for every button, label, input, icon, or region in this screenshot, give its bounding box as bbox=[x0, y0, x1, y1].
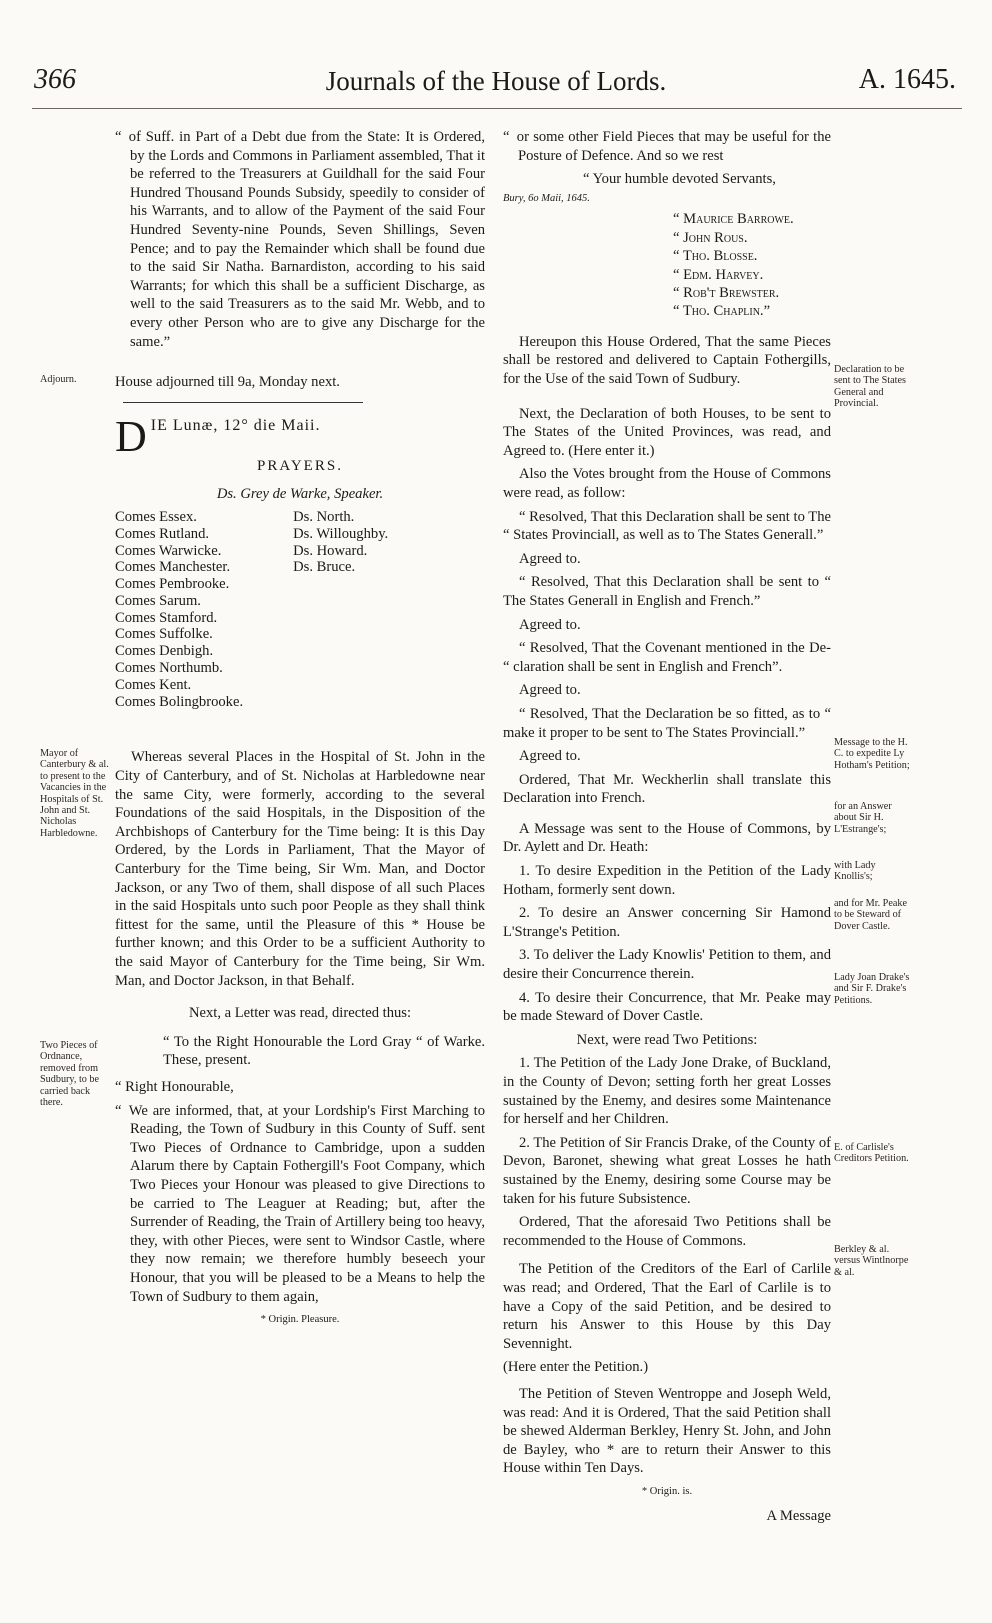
sitting-date bbox=[115, 411, 485, 461]
recommend-order: Ordered, That the aforesaid Two Petitions shall be recommended to the House of Commons. bbox=[503, 1214, 831, 1249]
letter-continuation bbox=[503, 128, 831, 165]
catchword: A Message bbox=[766, 1508, 831, 1525]
agreed: Agreed to. bbox=[519, 550, 581, 567]
header-rule bbox=[32, 108, 962, 109]
margin-note-ordnance: Two Pieces of Ordnance, removed from Sudbury, to be carried back there. bbox=[40, 1040, 100, 1109]
right-column bbox=[503, 128, 831, 1526]
footnote: * Origin. is. bbox=[641, 1485, 693, 1497]
message-item: 3. To deliver the Lady Knowlis' Petition to them, and desire their Concurrence therein. bbox=[503, 947, 831, 983]
margin-note-mayor: Mayor of Canterbury & al. to present to the Vacancies in the Hospitals of St. John and St. Nicholas Harbledowne. bbox=[40, 748, 109, 839]
letter-paragraph: “ We are informed, that, at your Lordship's First Marching to Reading, the Town of Sudbury in this County of Suff. sent Two Pieces of Ordnance to Cambridge, upon a sudden Alarum there by Captain Fothergill's Foot Company, which Two Pieces your Honour was pleased to give Directions to be carried to The Leaguer at Reading; but, after the Surrender of Reading, the Train of Artillery being too heavy, they, with other Pieces, were sent to Windsor Castle, where they now remain; we therefore humbly beseech your Honour, that you will be pleased to be a Means to help the Town of Sudbury to them again, bbox=[115, 1102, 485, 1307]
attendance-list bbox=[115, 509, 485, 711]
footnote: * Origin. Pleasure. bbox=[260, 1314, 340, 1326]
margin-note-declaration: Declaration to be sent to The States General and Provincial. bbox=[834, 364, 906, 410]
earl: Comes Denbigh. bbox=[115, 643, 214, 660]
adjournment: House adjourned till 9a, Monday next. bbox=[115, 374, 340, 391]
earl: Comes Essex. bbox=[115, 508, 197, 525]
drop-cap: D bbox=[115, 411, 148, 461]
message-intro: A Message was sent to the House of Commons, by Dr. Aylett and Dr. Heath: bbox=[503, 820, 831, 856]
agreed: Agreed to. bbox=[519, 682, 581, 699]
signatories bbox=[673, 210, 831, 320]
pieces-order: Hereupon this House Ordered, That the same Pieces shall be restored and delivered to Captain Fothergills, for the Use of the said Town of Sudbury. bbox=[503, 333, 831, 387]
margin-note-adjourn: Adjourn. bbox=[40, 374, 77, 385]
weckherlin-order: Ordered, That Mr. Weckherlin shall translate this Declaration into French. bbox=[503, 771, 831, 807]
message-item: 4. To desire their Concurrence, that Mr. Peake may be made Steward of Dover Castle. bbox=[503, 989, 831, 1025]
letter-cont-text: “ or some other Field Pieces that may be useful for the Posture of Defence. And so we rest bbox=[503, 128, 831, 165]
petition: 2. The Petition of Sir Francis Drake, of the County of Devon, Baronet, shewing what great Losses he hath sustained by the Enemy, desiring some Course may be taken for his future Subsistence. bbox=[503, 1134, 831, 1207]
margin-note-knollis: with Lady Knollis's; bbox=[834, 860, 876, 883]
date-line: IE Lunæ, 12° die Maii. bbox=[150, 416, 321, 434]
message-item: 2. To desire an Answer concerning Sir Hamond L'Strange's Petition. bbox=[503, 905, 831, 940]
earl: Comes Sarum. bbox=[115, 592, 201, 609]
place-date: Bury, 6o Maii, 1645. bbox=[503, 192, 590, 204]
left-column bbox=[115, 128, 485, 1336]
signatory: “ Tho. Chaplin.” bbox=[673, 303, 771, 320]
letter-address: “ To the Right Honourable the Lord Gray “ of Warke. These, present. bbox=[163, 1033, 485, 1069]
letter-intro: Next, a Letter was read, directed thus: bbox=[188, 1005, 412, 1022]
earl: Comes Warwicke. bbox=[115, 542, 222, 559]
page-number: 366 bbox=[34, 64, 76, 95]
signatory: “ John Rous. bbox=[673, 229, 748, 246]
declaration-read: Next, the Declaration of both Houses, to be sent to The States of the United Provinces, was read, and Agreed to. (Here enter it.) bbox=[503, 405, 831, 459]
resolution: “ Resolved, That this Declaration shall be sent to The “ States Provinciall, as well as to The States Generall.” bbox=[503, 508, 831, 544]
signatory: “ Maurice Barrowe. bbox=[673, 211, 794, 228]
signatory: “ Tho. Blosse. bbox=[673, 248, 758, 265]
earl: Comes Pembrooke. bbox=[115, 576, 230, 593]
speaker-line: Ds. Grey de Warke, Speaker. bbox=[216, 486, 384, 503]
signatory: “ Rob't Brewster. bbox=[673, 285, 780, 301]
votes-intro: Also the Votes brought from the House of Commons were read, as follow: bbox=[503, 466, 831, 501]
message-item: 1. To desire Expedition in the Petition of the Lady Hotham, formerly sent down. bbox=[503, 863, 831, 898]
barons-list bbox=[293, 509, 388, 711]
margin-note-carlisle: E. of Carlisle's Creditors Petition. bbox=[834, 1142, 909, 1165]
earls-list bbox=[115, 509, 243, 711]
section-rule bbox=[123, 402, 363, 403]
earl: Comes Rutland. bbox=[115, 525, 210, 542]
letter-closing: “ Your humble devoted Servants, bbox=[583, 171, 776, 188]
prayers-heading: PRAYERS. bbox=[257, 457, 343, 474]
year: A. 1645. bbox=[858, 64, 956, 95]
resolution: “ Resolved, That the Covenant mentioned in the De- “ claration shall be sent in English and French”. bbox=[503, 640, 831, 675]
earl: Comes Bolingbrooke. bbox=[115, 693, 244, 710]
resolution: “ Resolved, That this Declaration shall be sent to “ The States Generall in English and French.” bbox=[503, 574, 831, 609]
margin-note-drake: Lady Joan Drake's and Sir F. Drake's Petitions. bbox=[834, 972, 910, 1006]
petitions-intro: Next, were read Two Petitions: bbox=[576, 1031, 758, 1048]
page-header bbox=[0, 64, 992, 100]
agreed: Agreed to. bbox=[519, 748, 581, 765]
earl: Comes Suffolke. bbox=[115, 626, 213, 643]
carlisle-petition: The Petition of the Creditors of the Earl of Carlile was read; and Ordered, That the Earl of Carlile is to have a Copy of the said Petition, and be desired to return his Answer to this House by this Day Sevennight. bbox=[503, 1261, 831, 1352]
margin-note-peake: and for Mr. Peake to be Steward of Dover Castle. bbox=[834, 898, 907, 932]
earl: Comes Kent. bbox=[115, 676, 192, 693]
margin-note-message: Message to the H. C. to expedite Ly Hotham's Petition; bbox=[834, 737, 910, 771]
baron: Ds. Bruce. bbox=[293, 559, 356, 576]
ordinance-quote bbox=[115, 128, 485, 351]
signatory: “ Edm. Harvey. bbox=[673, 266, 764, 283]
ordinance-text: “ of Suff. in Part of a Debt due from the State: It is Ordered, by the Lords and Commons in Parliament assembled, That it be referred to the Treasurers at Guildhall for the said Four Hundred Thousand Pounds Subsidy, speedily to consider of his Warrants, and to allow of the Payment of the said Four Hundred Seventy-nine Pounds, Seven Shillings, Seven Pence; and to pay the Remainder which shall be found due to the said Sir Natha. Barnardiston, according to his said Warrants; for which this shall be a sufficient Discharge, as well to the said Treasurers as to the said Mr. Webb, and to every other Person who are to give any Discharge for the same.” bbox=[115, 128, 485, 351]
baron: Ds. North. bbox=[293, 508, 355, 525]
wentroppe-petition: The Petition of Steven Wentroppe and Joseph Weld, was read: And it is Ordered, That the said Petition shall be shewed Alderman Berkley, Henry St. John, and John de Bayley, who * are to return their Answer to this House within Ten Days. bbox=[503, 1385, 831, 1477]
letter-salutation: “ Right Honourable, bbox=[115, 1078, 234, 1095]
earl: Comes Manchester. bbox=[115, 559, 231, 576]
baron: Ds. Howard. bbox=[293, 542, 368, 559]
hospital-order: Whereas several Places in the Hospital of St. John in the City of Canterbury, and of St. Nicholas at Harbledowne near the same City, were formerly, according to the several Foundations of the said Hospitals, in the Disposition of the Archbishops of Canterbury for the Time being: It is this Day Ordered, by the Lords in Parliament, That the Mayor of Canterbury for the Time being, Sir Wm. Man, and Doctor Jackson, or any Two of them, shall dispose of all such Places in the said Hospitals unto such poor People as they shall think fittest for the same, until the Pleasure of this * House be further known; and this Order to be a sufficient Authority to the said Mayor of Canterbury for the Time being, Sir Wm. Man, and Doctor Jackson, in that Behalf. bbox=[115, 749, 485, 989]
resolution: “ Resolved, That the Declaration be so fitted, as to “ make it proper to be sent to The States Provinciall.” bbox=[503, 705, 831, 741]
baron: Ds. Willoughby. bbox=[293, 525, 389, 542]
carlisle-enter: (Here enter the Petition.) bbox=[503, 1359, 649, 1376]
running-title: Journals of the House of Lords. bbox=[325, 66, 667, 96]
petition: 1. The Petition of the Lady Jone Drake, of Buckland, in the County of Devon; setting forth her great Losses sustained by the Enemy, and desires some Maintenance for herself and her Children. bbox=[503, 1055, 831, 1128]
letter-body bbox=[115, 1102, 485, 1307]
margin-note-berkley: Berkley & al. versus Wintlnorpe & al. bbox=[834, 1244, 909, 1278]
agreed: Agreed to. bbox=[519, 616, 581, 633]
earl: Comes Northumb. bbox=[115, 660, 223, 677]
margin-note-lestrange: for an Answer about Sir H. L'Estrange's; bbox=[834, 801, 892, 835]
earl: Comes Stamford. bbox=[115, 609, 218, 626]
